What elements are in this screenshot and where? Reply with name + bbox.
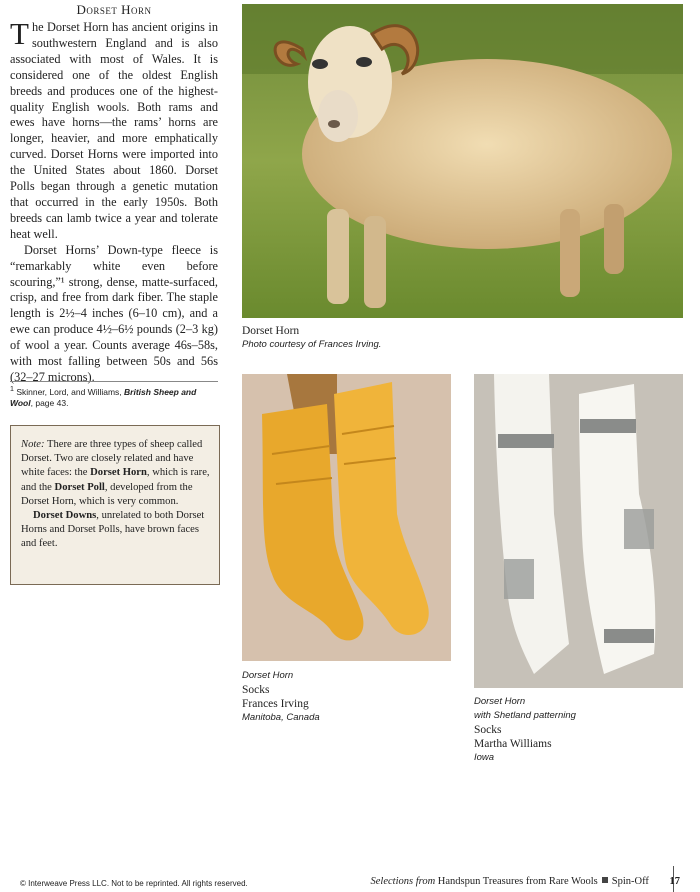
drop-cap: T [10,16,29,51]
yellow-socks-caption [242,669,320,725]
yellow-socks-illustration [242,374,451,661]
note-text-4: , unrelated to both Dorset Horns and Dorset Polls, have brown faces and feet. [21,510,205,550]
article-heading: Dorset Horn [76,2,152,17]
white-socks-maker: Martha Williams [474,738,552,750]
footnote-authors: Skinner, Lord, and Williams, [16,386,122,397]
copyright-notice: © Interweave Press LLC. Not to be reprinted. All rights reserved. [20,879,248,888]
page-footer [371,876,680,887]
footnote-page: , page 43. [30,397,69,408]
yellow-socks-maker: Frances Irving [242,698,309,710]
note-dorset-poll: Dorset Poll [54,481,105,493]
footnote-book: British Sheep and Wool [10,386,197,408]
note-dorset-downs: Dorset Downs [33,510,97,522]
paragraph-2: Dorset Horns’ Down-type fleece is “remarkably white even before scouring,”¹ strong, dense, matte-surfaced, crisp, and free from dark fiber. The staple length is 2½–4 inches (6–10 cm), and a ewe can produce 4½–6½ pounds (2–3 kg) of wool a year. Counts average 46s–58s, with most falling between 50s and 56s (32–27 microns). [10,242,218,384]
white-socks-extra: with Shetland patterning [474,710,576,721]
yellow-socks-item: Socks [242,684,270,696]
white-socks-place: Iowa [474,752,495,763]
paragraph-1 [10,16,218,243]
note-para-1 [21,438,211,509]
note-dorset-horn: Dorset Horn [90,467,147,479]
footnote-number: 1 [10,385,14,393]
note-text-1: There are three types of sheep called Dorset. Two are closely related and have white faces: the [21,439,203,479]
yellow-socks-photo [242,374,451,661]
yellow-socks-breed: Dorset Horn [242,670,294,681]
sheep-caption-title: Dorset Horn [242,325,300,337]
footer-square-icon [602,877,608,883]
note-text-2: , which is rare, and the [21,467,210,493]
note-para-2 [21,509,211,552]
footnote [10,384,218,409]
sheep-caption [242,324,381,352]
sheep-illustration [242,4,683,318]
white-socks-breed: Dorset Horn [474,696,526,707]
paragraph-1-text: he Dorset Horn has ancient origins in southwestern England and is also associated with most of Wales. It is considered one of the oldest English breeds and produces one of the highest-quality English wools. Both rams and ewes have horns—the rams’ horns are longer, heavier, and more emphatically curved. Dorset Horns were imported into the United States about 1860. Dorset Polls began through a genetic mutation that occurred in the early 1950s. Both breeds can lamb twice a year and tolerate heat well. [10,20,218,241]
footer-selections: Selections from [370,876,436,887]
note-box [10,425,220,585]
footer-brand: Spin-Off [611,876,649,887]
white-socks-photo [474,374,683,688]
white-socks-illustration [474,374,683,688]
yellow-socks-place: Manitoba, Canada [242,712,320,723]
sheep-photo [242,4,683,318]
footer-book-title: Handspun Treasures from Rare Wools [437,876,598,887]
footnote-rule [10,381,218,382]
white-socks-caption [474,695,576,765]
page-number: 17 [669,876,680,887]
white-socks-item: Socks [474,724,502,736]
note-label: Note: [21,439,45,450]
sheep-caption-credit: Photo courtesy of Frances Irving. [242,339,382,350]
note-text-3: , developed from the Dorset Horn, which is very common. [21,481,193,507]
article-body [10,16,218,386]
